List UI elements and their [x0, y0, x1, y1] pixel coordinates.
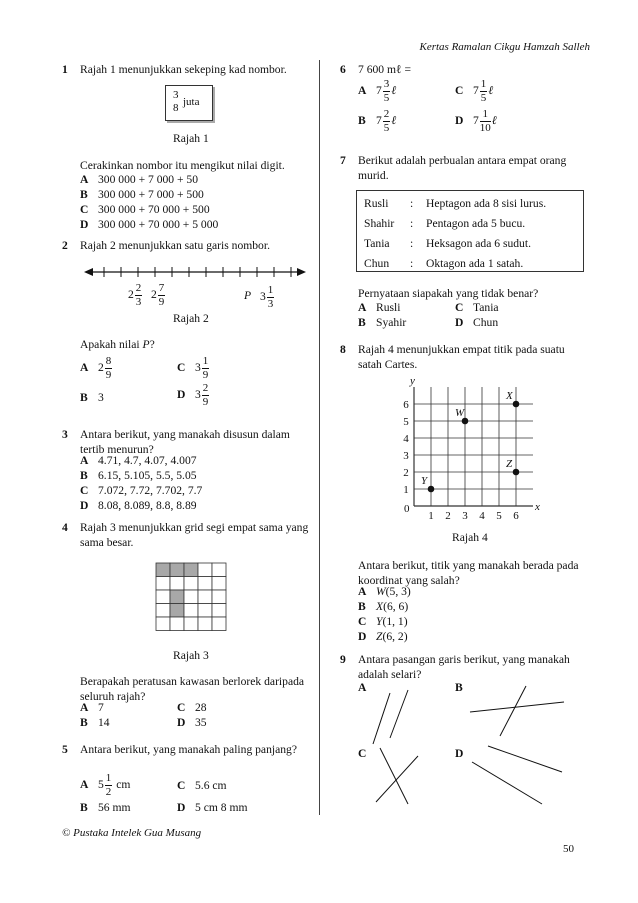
q4-grid-cell [212, 590, 226, 604]
q3-option-d[interactable]: D 8.08, 8.089, 8.8, 8.89 [80, 499, 197, 513]
page-header: Kertas Ramalan Cikgu Hamzah Salleh [419, 41, 590, 53]
q6-option-c[interactable]: C 7 $\frac{1}{5}$ ℓ [455, 78, 494, 104]
q9-figure-d [470, 744, 580, 810]
q8-point-x [513, 401, 520, 408]
q1-option-a[interactable]: A 300 000 + 7 000 + 50 [80, 173, 199, 186]
q3-options [80, 453, 202, 513]
q8-number: 8 [340, 343, 346, 356]
q8-x-tick-label: 1 [428, 510, 434, 522]
q5-option-d[interactable]: D 5 cm 8 mm [177, 801, 248, 814]
q7-row: Shahir : Pentagon ada 5 bucu. [364, 217, 526, 231]
q1-option-c[interactable]: C 300 000 + 70 000 + 500 [80, 203, 210, 217]
q8-x-tick-label: 6 [513, 510, 519, 522]
q7-dialogue-box [356, 190, 584, 272]
q2-label-3: 3 $\frac{1}{3}$ [260, 284, 274, 310]
q4-grid-cell [212, 563, 226, 577]
q8-y-tick-label: 4 [403, 433, 409, 445]
q4-grid-cell [170, 617, 184, 631]
q8-y-tick-label: 5 [403, 416, 409, 428]
q9-d-line-2 [472, 762, 542, 804]
q4-grid-cell [170, 604, 184, 618]
q1-card-num: 3 [173, 89, 179, 101]
q4-grid-cell [156, 577, 170, 591]
q4-grid-cell [184, 577, 198, 591]
q6-option-d[interactable]: D 7 $\frac{1}{10}$ ℓ [455, 108, 497, 134]
q9-d-line-1 [488, 746, 562, 772]
q8-point-y [428, 486, 435, 493]
q8-cartesian-plane [392, 372, 542, 528]
q4-question: Berapakah peratusan kawasan berlorek daripada seluruh rajah? [80, 675, 305, 704]
q4-grid-cell [170, 590, 184, 604]
q9-figure-c [368, 746, 468, 808]
q8-y-tick-label: 3 [403, 450, 409, 462]
q1-card-fraction [173, 89, 179, 114]
q2-number-line [84, 262, 306, 282]
column-divider [319, 60, 320, 815]
q4-grid-cell [156, 604, 170, 618]
q9-option-a-label[interactable]: A [358, 681, 367, 694]
q8-caption: Rajah 4 [452, 531, 488, 544]
q4-grid-cell [156, 617, 170, 631]
q8-question: Antara berikut, titik yang manakah berada pada koordinat yang salah? [358, 559, 579, 588]
q4-option-d[interactable]: D 35 [177, 716, 207, 729]
q7-option-c[interactable]: C Tania [455, 301, 499, 314]
q9-number: 9 [340, 653, 346, 666]
q5-option-a[interactable]: A 5 $\frac{1}{2}$ cm [80, 772, 131, 798]
page-footer: © Pustaka Intelek Gua Musang [62, 827, 202, 839]
q4-number: 4 [62, 521, 68, 534]
q2-label-1: 2 $\frac{2}{3}$ [128, 282, 142, 308]
q4-text: Rajah 3 menunjukkan grid segi empat sama yang sama besar. [80, 521, 309, 550]
q8-x-tick-label: 5 [496, 510, 502, 522]
q5-option-c[interactable]: C 5.6 cm [177, 779, 227, 792]
q1-card-word: juta [183, 96, 200, 108]
q2-option-a[interactable]: A 2 $\frac{8}{9}$ [80, 355, 112, 381]
q8-x-axis-label: x [535, 501, 540, 513]
q8-point-z [513, 469, 520, 476]
q8-option-a[interactable]: A W(5, 3) [358, 585, 411, 598]
q8-option-c[interactable]: C Y(1, 1) [358, 615, 408, 629]
q9-c-line-1 [380, 748, 408, 804]
q2-arrow-right [297, 268, 306, 276]
q8-y-tick-label: 1 [403, 484, 409, 496]
q2-text: Rajah 2 menunjukkan satu garis nombor. [80, 239, 270, 252]
q6-option-a[interactable]: A 7 $\frac{3}{5}$ ℓ [358, 78, 397, 104]
q7-option-a[interactable]: A Rusli [358, 301, 401, 314]
q8-point-label: Y [421, 475, 428, 487]
page-number: 50 [563, 843, 574, 855]
q1-card-den: 8 [173, 101, 179, 114]
q7-number: 7 [340, 154, 346, 167]
q8-points [421, 390, 519, 492]
q3-option-b[interactable]: B 6.15, 5.105, 5.5, 5.05 [80, 469, 197, 483]
q6-text: 7 600 mℓ = [358, 63, 411, 76]
q3-number: 3 [62, 428, 68, 441]
q9-option-d-label[interactable]: D [455, 747, 464, 760]
q8-x-tick-label: 4 [479, 510, 485, 522]
q1-caption: Rajah 1 [173, 132, 209, 145]
q4-grid-cell [170, 577, 184, 591]
q4-grid-cell [212, 577, 226, 591]
q8-y-tick-label: 2 [403, 467, 409, 479]
q2-label-p: P [244, 289, 252, 302]
q4-grid-cell [170, 563, 184, 577]
q2-number: 2 [62, 239, 68, 252]
q9-a-line-1 [373, 693, 390, 744]
q4-option-a[interactable]: A 7 [80, 701, 104, 714]
q9-a-line-2 [390, 690, 408, 738]
q2-question: Apakah nilai P? [80, 338, 155, 351]
q9-option-c-label[interactable]: C [358, 747, 367, 760]
q2-option-d[interactable]: D 3 $\frac{2}{9}$ [177, 382, 209, 408]
q1-options [80, 172, 218, 232]
q8-point-label: X [506, 390, 513, 402]
q3-text: Antara berikut, yang manakah disusun dalam tertib menurun? [80, 428, 290, 457]
q9-figure-b [468, 684, 578, 744]
q7-row: Rusli : Heptagon ada 8 sisi lurus. [364, 197, 547, 211]
q1-text: Rajah 1 menunjukkan sekeping kad nombor. [80, 63, 287, 76]
q4-grid-cell [198, 604, 212, 618]
q4-grid-cell [184, 617, 198, 631]
q6-option-b[interactable]: B 7 $\frac{2}{5}$ ℓ [358, 108, 397, 134]
q8-point-label: Z [506, 458, 513, 470]
q7-row: Chun : Oktagon ada 1 satah. [364, 257, 524, 271]
q7-row: Tania : Heksagon ada 6 sudut. [364, 237, 531, 251]
q3-option-a[interactable]: A 4.71, 4.7, 4.07, 4.007 [80, 454, 197, 467]
q8-option-d[interactable]: D Z(6, 2) [358, 630, 408, 644]
q9-figure-a [360, 688, 460, 750]
q9-b-line-2 [500, 686, 526, 736]
q9-text: Antara pasangan garis berikut, yang manakah adalah selari? [358, 653, 570, 682]
q4-grid-cell [156, 563, 170, 577]
q4-caption: Rajah 3 [173, 649, 209, 662]
q8-options [358, 584, 411, 644]
q8-option-b[interactable]: B X(6, 6) [358, 600, 409, 614]
q8-origin-label: 0 [404, 503, 410, 515]
q1-question: Cerakinkan nombor itu mengikut nilai digit. [80, 159, 285, 172]
q8-x-tick-label: 3 [462, 510, 468, 522]
q7-question: Pernyataan siapakah yang tidak benar? [358, 287, 539, 300]
q2-option-b[interactable]: B 3 [80, 391, 104, 404]
q3-option-c[interactable]: C 7.072, 7.72, 7.702, 7.7 [80, 484, 203, 498]
q8-x-tick-label: 2 [445, 510, 451, 522]
q8-y-tick-label: 6 [403, 399, 409, 411]
q7-option-d[interactable]: D Chun [455, 316, 499, 329]
q7-text: Berikut adalah perbualan antara empat orang murid. [358, 154, 567, 183]
q4-grid [155, 562, 227, 632]
q6-number: 6 [340, 63, 346, 76]
q4-grid-cell [198, 577, 212, 591]
q1-option-d[interactable]: D 300 000 + 70 000 + 5 000 [80, 218, 219, 232]
q8-point-label: W [455, 407, 465, 419]
q4-grid-cells [156, 563, 226, 631]
q4-grid-cell [198, 590, 212, 604]
q4-grid-cell [198, 617, 212, 631]
q5-text: Antara berikut, yang manakah paling panjang? [80, 743, 297, 756]
q4-grid-cell [184, 604, 198, 618]
q2-label-2: 2 $\frac{7}{9}$ [151, 282, 165, 308]
q4-option-c[interactable]: C 28 [177, 701, 207, 714]
q4-option-b[interactable]: B 14 [80, 716, 110, 729]
q1-number: 1 [62, 63, 68, 76]
q9-option-b-label[interactable]: B [455, 681, 463, 694]
q4-grid-cell [184, 563, 198, 577]
q2-caption: Rajah 2 [173, 312, 209, 325]
q4-grid-cell [156, 590, 170, 604]
q4-grid-cell [212, 617, 226, 631]
q8-text: Rajah 4 menunjukkan empat titik pada suatu satah Cartes. [358, 343, 565, 372]
q4-grid-cell [184, 590, 198, 604]
q4-grid-cell [212, 604, 226, 618]
q5-number: 5 [62, 743, 68, 756]
q7-option-b[interactable]: B Syahir [358, 316, 407, 329]
q8-tick-labels [403, 375, 540, 522]
q5-option-b[interactable]: B 56 mm [80, 801, 131, 814]
q9-c-line-2 [376, 756, 418, 802]
q4-grid-cell [198, 563, 212, 577]
q1-number-card [165, 85, 213, 121]
q2-option-c[interactable]: C 3 $\frac{1}{9}$ [177, 355, 209, 381]
q1-option-b[interactable]: B 300 000 + 7 000 + 500 [80, 188, 204, 202]
q8-y-axis-label: y [410, 375, 415, 387]
q2-arrow-left [84, 268, 93, 276]
